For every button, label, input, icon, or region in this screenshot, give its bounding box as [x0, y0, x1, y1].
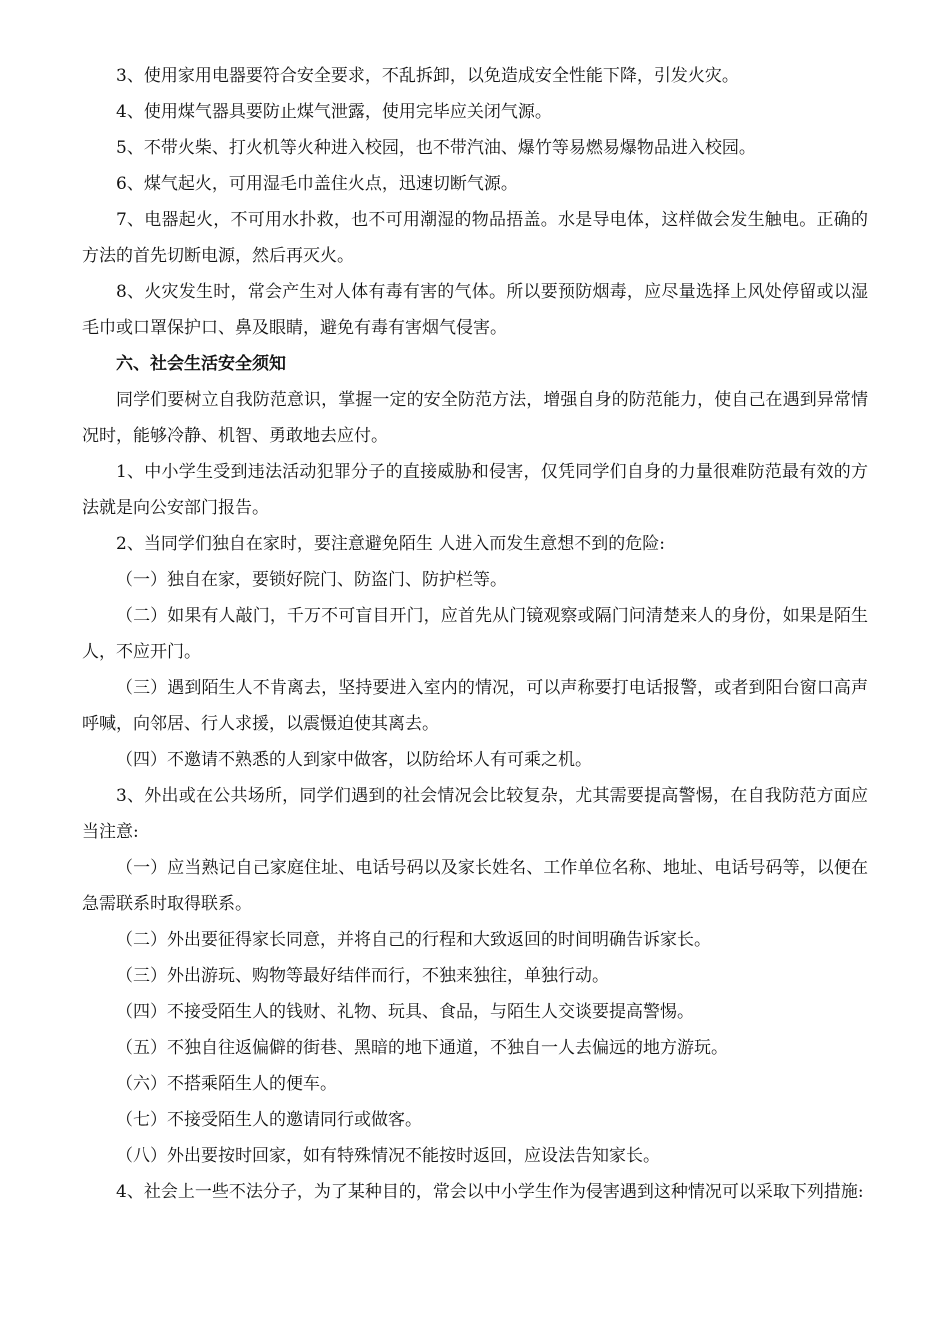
list-item-out-8: （八）外出要按时回家，如有特殊情况不能按时返回，应设法告知家长。: [116, 1146, 660, 1166]
paragraph-no-fire-sources: 5、不带火柴、打火机等火种进入校园，也不带汽油、爆竹等易燃易爆物品进入校园。: [116, 138, 756, 158]
paragraph-gas-leak: 4、使用煤气器具要防止煤气泄露，使用完毕应关闭气源。: [116, 102, 552, 122]
paragraph-self-protection-intro: 同学们要树立自我防范意识，掌握一定的安全防范方法，增强自身的防范能力，使自己在遇到异常情况时，能够冷静、机智、勇敢地去应付。: [82, 390, 868, 446]
paragraph-fire-appliances: 3、使用家用电器要符合安全要求，不乱拆卸，以免造成安全性能下降，引发火灾。: [116, 66, 739, 86]
list-item-out-1: （一）应当熟记自己家庭住址、电话号码以及家长姓名、工作单位名称、地址、电话号码等，以便在急需联系时取得联系。: [82, 858, 868, 914]
section-heading-social-safety: 六、社会生活安全须知: [116, 354, 286, 374]
document-body: [82, 58, 868, 1210]
list-item-home-1: （一）独自在家，要锁好院门、防盗门、防护栏等。: [116, 570, 507, 590]
list-item-out-3: （三）外出游玩、购物等最好结伴而行，不独来独往，单独行动。: [116, 966, 609, 986]
paragraph-criminals-measures: 4、社会上一些不法分子，为了某种目的，常会以中小学生作为侵害遇到这种情况可以采取下列措施:: [116, 1182, 864, 1202]
paragraph-home-alone: 2、当同学们独自在家时，要注意避免陌生 人进入而发生意想不到的危险:: [116, 534, 665, 554]
list-item-out-7: （七）不接受陌生人的邀请同行或做客。: [116, 1110, 422, 1130]
list-item-out-4: （四）不接受陌生人的钱财、礼物、玩具、食品，与陌生人交谈要提高警惕。: [116, 1002, 694, 1022]
list-item-out-6: （六）不搭乘陌生人的便车。: [116, 1074, 337, 1094]
paragraph-electrical-fire: 7、电器起火，不可用水扑救，也不可用潮湿的物品捂盖。水是导电体，这样做会发生触电。正确的方法的首先切断电源，然后再灭火。: [82, 210, 868, 266]
paragraph-report-police: 1、中小学生受到违法活动犯罪分子的直接威胁和侵害，仅凭同学们自身的力量很难防范最有效的方法就是向公安部门报告。: [82, 462, 868, 518]
list-item-home-3: （三）遇到陌生人不肯离去，坚持要进入室内的情况，可以声称要打电话报警，或者到阳台窗口高声呼喊，向邻居、行人求援，以震慑迫使其离去。: [82, 678, 868, 734]
paragraph-gas-fire: 6、煤气起火，可用湿毛巾盖住火点，迅速切断气源。: [116, 174, 518, 194]
paragraph-going-out: 3、外出或在公共场所，同学们遇到的社会情况会比较复杂，尤其需要提高警惕，在自我防范方面应当注意:: [82, 786, 868, 842]
list-item-home-2: （二）如果有人敲门，千万不可盲目开门，应首先从门镜观察或隔门问清楚来人的身份，如果是陌生人，不应开门。: [82, 606, 868, 662]
list-item-out-5: （五）不独自往返偏僻的街巷、黑暗的地下通道，不独自一人去偏远的地方游玩。: [116, 1038, 728, 1058]
list-item-out-2: （二）外出要征得家长同意，并将自己的行程和大致返回的时间明确告诉家长。: [116, 930, 711, 950]
paragraph-toxic-smoke: 8、火灾发生时，常会产生对人体有毒有害的气体。所以要预防烟毒，应尽量选择上风处停留或以湿毛巾或口罩保护口、鼻及眼睛，避免有毒有害烟气侵害。: [82, 282, 868, 338]
list-item-home-4: （四）不邀请不熟悉的人到家中做客，以防给坏人有可乘之机。: [116, 750, 592, 770]
